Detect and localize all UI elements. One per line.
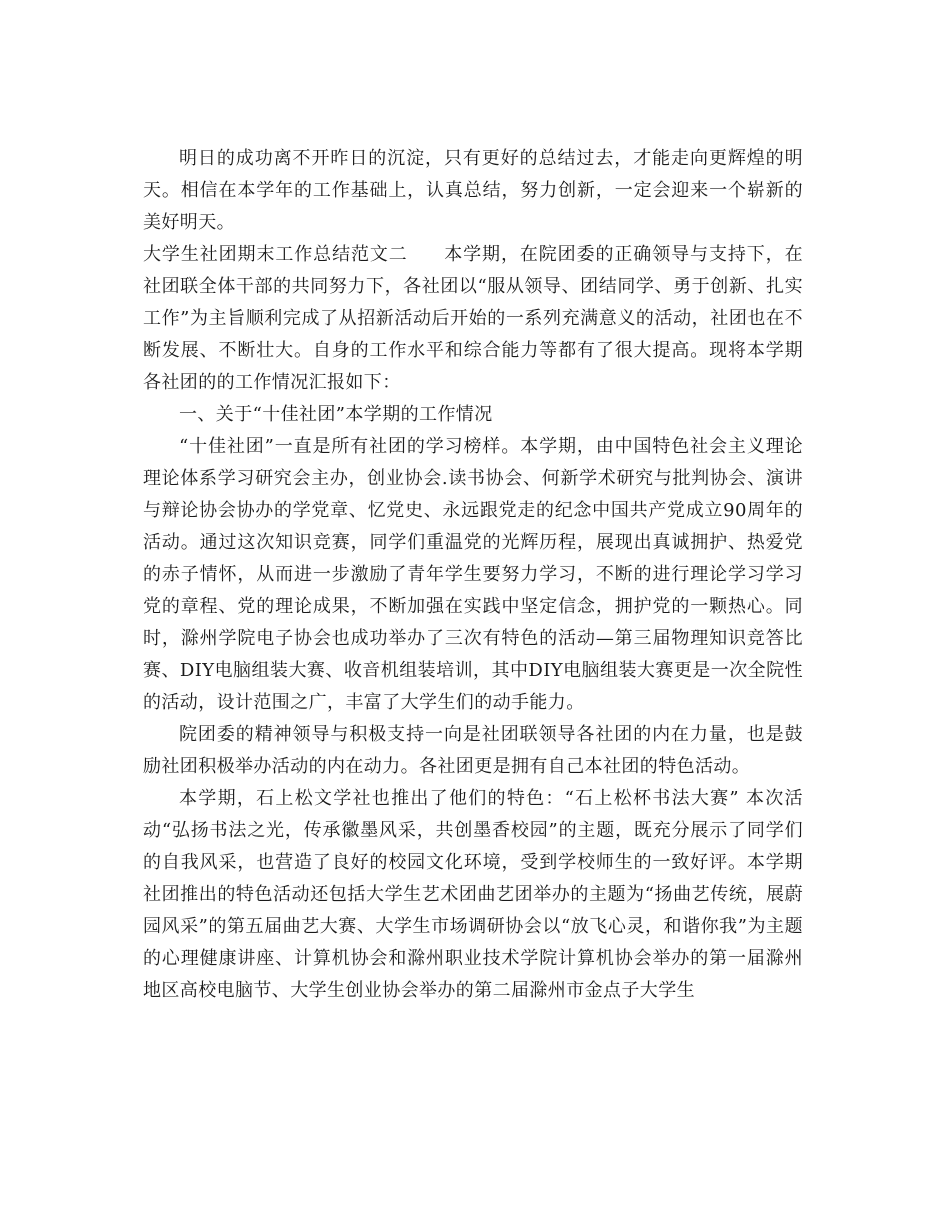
paragraph-top-ten-work: “十佳社团”一直是所有社团的学习榜样。本学期，由中国特色社会主义理论理论体系学习研究会主办，创业协会.读书协会、何新学术研究与批判协会、演讲与辩论协会协办的学党章、忆党史、永远跟党走的纪念中国共产党成立90周年的活动。通过这次知识竞赛，同学们重温党的光辉历程，展现出真诚拥护、热爱党的赤子情怀，从而进一步激励了青年学生要努力学习，不断的进行理论学习学习党的章程、党的理论成果，不断加强在实践中坚定信念，拥护党的一颗热心。同时，滁州学院电子协会也成功举办了三次有特色的活动—第三届物理知识竞答比赛、DIY电脑组装大赛、收音机组装培训，其中DIY电脑组装大赛更是一次全院性的活动，设计范围之广，丰富了大学生们的动手能力。	[143, 436, 803, 713]
section-heading: 大学生社团期末工作总结范文二	[143, 244, 408, 265]
paragraph-featured-activities: 本学期，石上松文学社也推出了他们的特色：“石上松杯书法大赛” 本次活动“弘扬书法之光，传承徽墨风采，共创墨香校园”的主题，既充分展示了同学们的自我风采，也营造了良好的校园文化环境，受到学校师生的一致好评。本学期社团推出的特色活动还包括大学生艺术团曲艺团举办的主题为“扬曲艺传统，展蔚园风采”的第五届曲艺大赛、大学生市场调研协会以“放飞心灵，和谐你我”为主题的心理健康讲座、计算机协会和滁州职业技术学院计算机协会举办的第一届滁州地区高校电脑节、大学生创业协会举办的第二届滁州市金点子大学生	[143, 788, 803, 1001]
paragraph-summary-intro	[143, 239, 803, 399]
paragraph-league-support: 院团委的精神领导与积极支持一向是社团联领导各社团的内在力量，也是鼓励社团积极举办活动的内在动力。各社团更是拥有自己本社团的特色活动。	[143, 724, 803, 777]
paragraph-closing: 明日的成功离不开昨日的沉淀，只有更好的总结过去，才能走向更辉煌的明天。相信在本学年的工作基础上，认真总结，努力创新，一定会迎来一个崭新的美好明天。	[143, 148, 803, 233]
paragraph-summary-intro-text: 本学期，在院团委的正确领导与支持下，在社团联全体干部的共同努力下，各社团以“服从领导、团结同学、勇于创新、扎实工作”为主旨顺利完成了从招新活动后开始的一系列充满意义的活动，社团也在不断发展、不断壮大。自身的工作水平和综合能力等都有了很大提高。现将本学期各社团的的工作情况汇报如下：	[143, 244, 803, 393]
document-body	[143, 143, 803, 1007]
section-title-top-ten: 一、关于“十佳社团”本学期的工作情况	[179, 404, 493, 425]
